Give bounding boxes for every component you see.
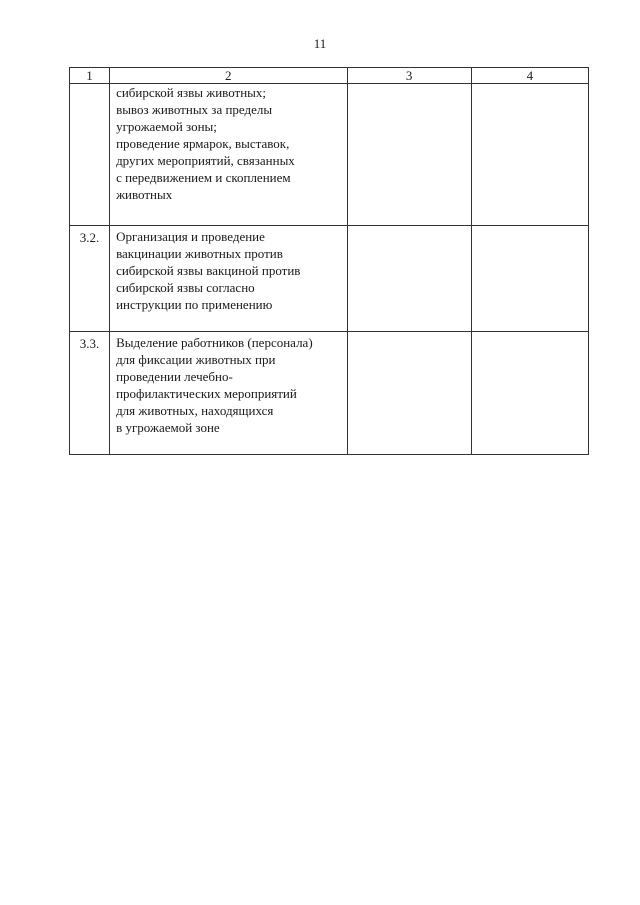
measures-table [69, 67, 589, 455]
row-number: 3.2. [70, 226, 110, 332]
page-number: 11 [313, 36, 327, 51]
header-col-2: 2 [110, 68, 347, 84]
table-row [70, 226, 589, 332]
row-number: 3.3. [70, 332, 110, 455]
row-col-3 [347, 332, 471, 455]
row-col-4 [471, 332, 588, 455]
table-row [70, 84, 589, 226]
row-description: сибирской язвы животных; вывоз животных за пределы угрожаемой зоны; проведение ярмарок, выставок, других мероприятий, связанных с передвижением и скоплением животных [110, 84, 347, 226]
row-col-4 [471, 84, 588, 226]
row-col-4 [471, 226, 588, 332]
row-col-3 [347, 84, 471, 226]
header-col-4: 4 [471, 68, 588, 84]
row-description: Выделение работников (персонала) для фиксации животных при проведении лечебно- профилактических мероприятий для животных, находящихся в угрожаемой зоне [110, 332, 347, 455]
header-col-1: 1 [70, 68, 110, 84]
header-col-3: 3 [347, 68, 471, 84]
table-row [70, 332, 589, 455]
row-description: Организация и проведение вакцинации животных против сибирской язвы вакциной против сибирской язвы согласно инструкции по применению [110, 226, 347, 332]
row-number [70, 84, 110, 226]
row-col-3 [347, 226, 471, 332]
table-header-row [70, 68, 589, 84]
